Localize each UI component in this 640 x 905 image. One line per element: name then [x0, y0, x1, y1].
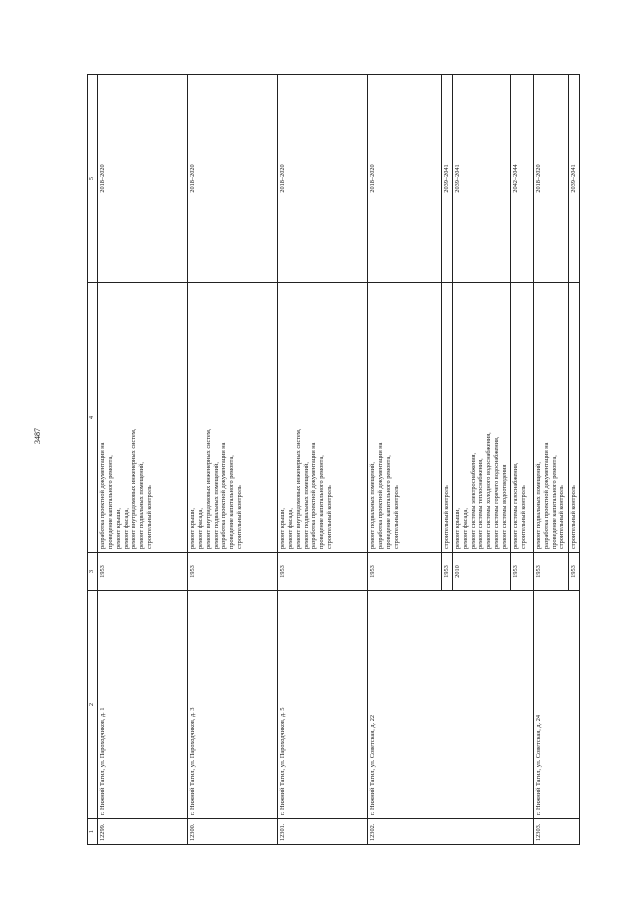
work-item: ремонт подвальных помещений, [138, 462, 146, 549]
work-item: ремонт системы теплоснабжения, [477, 458, 485, 549]
work-item: ремонт внутридомовых инженерных систем, [130, 428, 138, 549]
works-cell [510, 283, 533, 553]
work-item: ремонт фасада, [196, 508, 204, 549]
work-item: строительный контроль [519, 485, 527, 549]
work-item: разработка проектной документации на [99, 442, 106, 549]
work-item: проведение капитального ремонта, [318, 455, 326, 549]
work-item: ремонт системы горячего водоснабжения, [493, 436, 501, 549]
work-item: строительный контроль [392, 485, 400, 549]
header-col-2: 2 [88, 591, 98, 819]
page-number: 3487 [33, 428, 42, 444]
work-item: строительный контроль [443, 485, 450, 549]
work-item: проведение капитального ремонта, [106, 455, 114, 549]
row-number: 12301. [278, 819, 368, 845]
work-item: проведение капитального ремонта, [550, 455, 558, 549]
work-item: ремонт подвальных помещений, [212, 462, 220, 549]
row-number: 12300. [188, 819, 278, 845]
repair-period: 2018–2020 [533, 75, 568, 283]
work-item: проведение капитального ремонта, [228, 455, 236, 549]
works-cell [452, 283, 510, 553]
work-item: ремонт внутридомовых инженерных систем, [204, 428, 212, 549]
header-col-3: 3 [88, 553, 98, 591]
work-item: ремонт фасада, [122, 508, 130, 549]
work-item: разработка проектной документации на [376, 442, 384, 549]
work-item: разработка проектной документации на [542, 442, 550, 549]
address-cell: г. Нижний Тагил, ул. Пароходчиков, д. 3 [188, 591, 278, 819]
repair-period: 2018–2020 [368, 75, 442, 283]
work-item: ремонт крыши, [453, 507, 461, 549]
works-cell [533, 283, 568, 553]
work-item: ремонт внутридомовых инженерных систем, [294, 428, 302, 549]
work-item: ремонт подвальных помещений, [302, 462, 310, 549]
work-item: ремонт подвальных помещений, [369, 462, 376, 549]
work-item: ремонт системы холодного водоснабжения, [485, 432, 493, 549]
work-item: проведение капитального ремонта, [384, 455, 392, 549]
repair-period: 2018–2020 [188, 75, 278, 283]
build-year: 1953 [368, 553, 442, 591]
address-cell: г. Нижний Тагил, ул. Советская, д. 24 [533, 591, 579, 819]
work-item: ремонт крыши, [279, 507, 286, 549]
work-item: строительный контроль [236, 485, 244, 549]
table-row [278, 75, 368, 845]
work-item: строительный контроль [326, 485, 334, 549]
repair-period: 2042–2044 [510, 75, 533, 283]
address-cell: г. Нижний Тагил, ул. Советская, д. 22 [368, 591, 534, 819]
works-cell [278, 283, 368, 553]
work-item: ремонт системы электроснабжения, [469, 452, 477, 549]
build-year: 1953 [442, 553, 453, 591]
works-cell [442, 283, 453, 553]
repair-period: 2039–2041 [452, 75, 510, 283]
work-item: разработка проектной документации на [310, 442, 318, 549]
repair-period: 2039–2041 [442, 75, 453, 283]
row-number: 12302. [368, 819, 534, 845]
build-year: 2010 [452, 553, 510, 591]
work-item: ремонт фасада, [286, 508, 294, 549]
works-cell [368, 283, 442, 553]
build-year: 1953 [278, 553, 368, 591]
address-cell: г. Нижний Тагил, ул. Пароходчиков, д. 5 [278, 591, 368, 819]
work-item: ремонт системы газоснабжения, [511, 462, 519, 549]
table-row [188, 75, 278, 845]
work-item: строительный контроль [146, 485, 154, 549]
header-row [88, 75, 98, 845]
works-cell [98, 283, 188, 553]
build-year: 1953 [568, 553, 579, 591]
work-item: ремонт подвальных помещений, [534, 462, 542, 549]
work-item: ремонт системы водоотведения [501, 464, 509, 549]
header-col-1: 1 [88, 819, 98, 845]
table-row [533, 75, 568, 845]
build-year: 1953 [98, 553, 188, 591]
work-item: разработка проектной документации на [220, 442, 228, 549]
work-item: строительный контроль [558, 485, 566, 549]
header-col-5: 5 [88, 75, 98, 283]
repair-period: 2039–2041 [568, 75, 579, 283]
table-row [368, 75, 442, 845]
build-year: 1953 [510, 553, 533, 591]
repair-period: 2018–2020 [278, 75, 368, 283]
work-item: ремонт фасада, [461, 508, 469, 549]
works-cell [568, 283, 579, 553]
capital-repair-table [87, 74, 580, 845]
work-item: ремонт крыши, [114, 507, 122, 549]
work-item: строительный контроль [569, 485, 577, 549]
build-year: 1953 [533, 553, 568, 591]
repair-period: 2018–2020 [98, 75, 188, 283]
works-cell [188, 283, 278, 553]
build-year: 1953 [188, 553, 278, 591]
work-item: ремонт крыши, [189, 507, 196, 549]
header-col-4: 4 [88, 283, 98, 553]
row-number: 12303. [533, 819, 579, 845]
rotated-table-wrapper [87, 75, 627, 845]
row-number: 12299. [98, 819, 188, 845]
table-row [98, 75, 188, 845]
address-cell: г. Нижний Тагил, ул. Пароходчиков, д. 1 [98, 591, 188, 819]
